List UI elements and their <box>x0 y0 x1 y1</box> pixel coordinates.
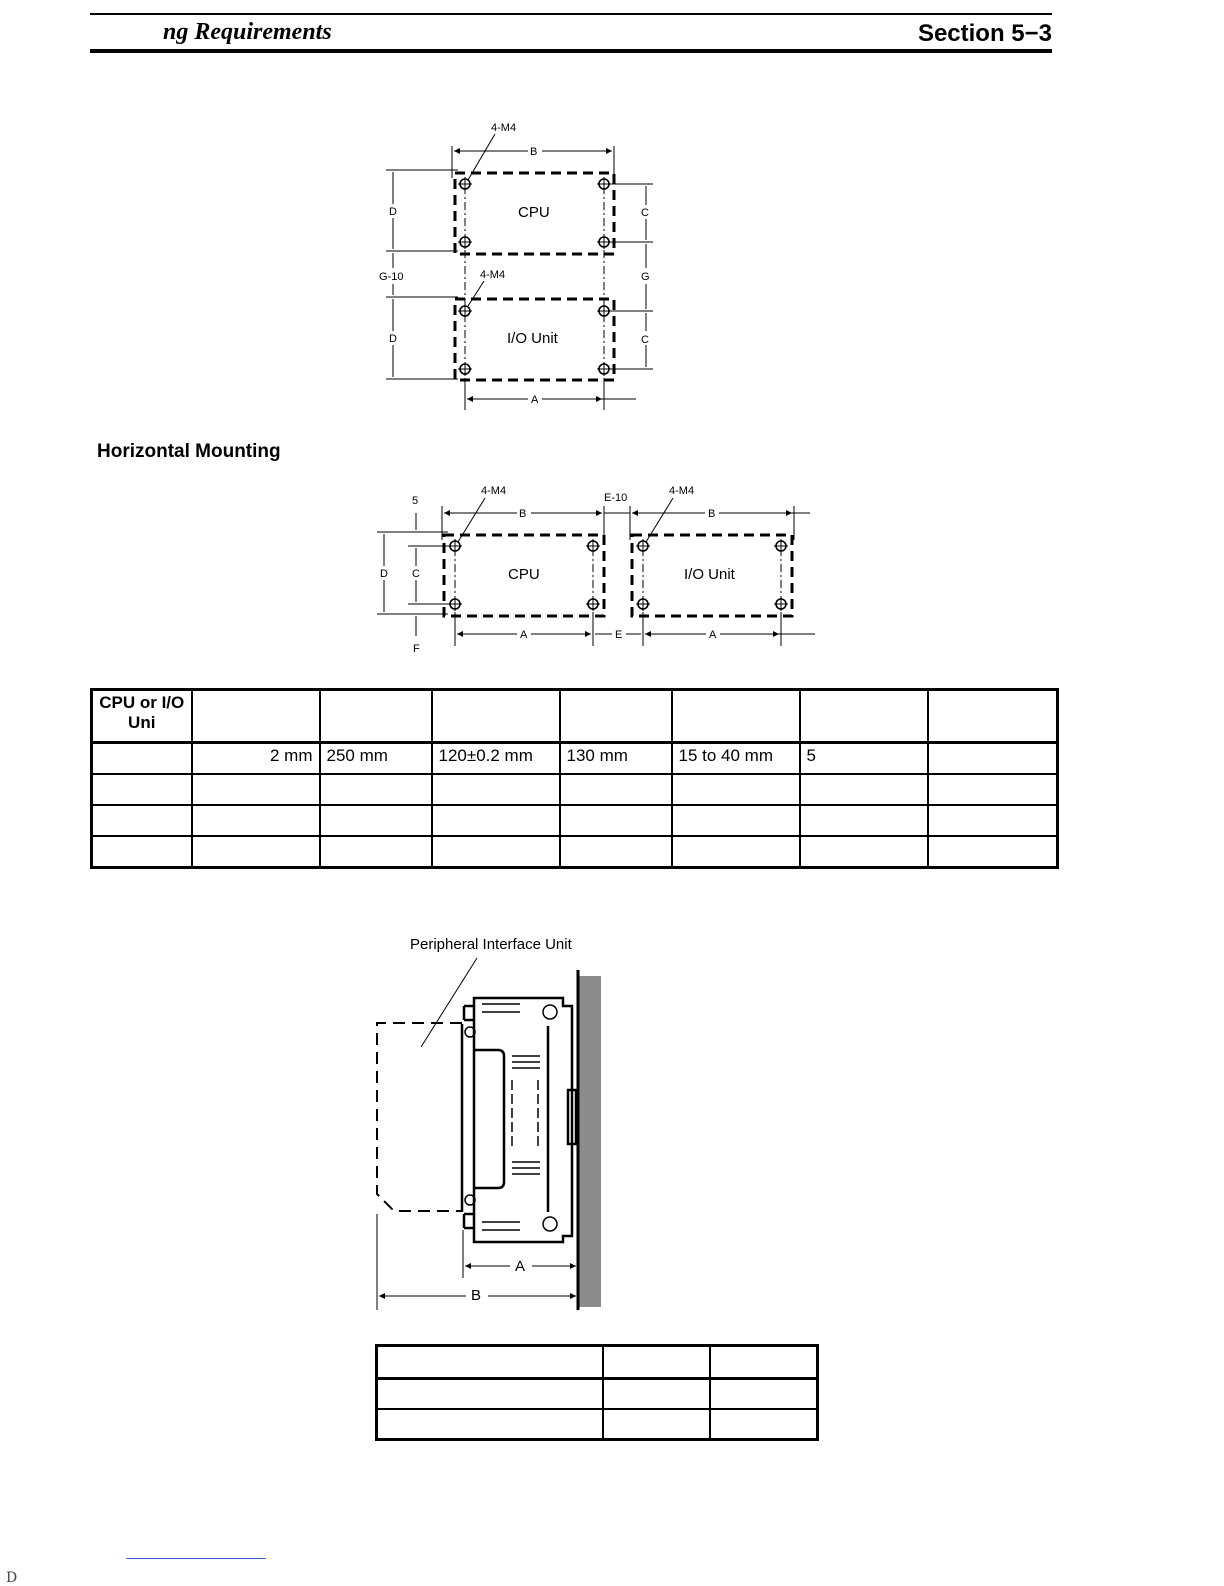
dim-a-label: A <box>520 629 528 641</box>
table-cell <box>192 836 320 868</box>
table-cell <box>560 836 672 868</box>
table-cell: 15 to 40 mm <box>672 743 800 775</box>
io-unit-label: I/O Unit <box>684 566 735 583</box>
screw-label: 4-M4 <box>481 485 507 497</box>
dim-b-label: B <box>708 508 716 520</box>
unit-body <box>474 998 572 1242</box>
table-cell <box>710 1409 818 1440</box>
side-view-diagram <box>370 930 610 1315</box>
dim-d-label: D <box>389 206 397 218</box>
screw-label: 4-M4 <box>669 485 695 497</box>
peripheral-unit-outline <box>377 1023 462 1211</box>
table-header-cell <box>603 1346 710 1379</box>
page-title: ng Requirements <box>163 19 332 45</box>
table-cell <box>92 743 192 775</box>
table-cell <box>603 1379 710 1410</box>
table-cell: 2 mm <box>192 743 320 775</box>
table-cell <box>928 805 1058 836</box>
side-dimensions-table <box>375 1344 819 1441</box>
table-cell: 5 <box>800 743 928 775</box>
table-cell <box>800 836 928 868</box>
table-cell <box>377 1409 603 1440</box>
table-cell: 250 mm <box>320 743 432 775</box>
table-header-cell: CPU or I/O Uni <box>92 690 192 743</box>
table-cell <box>560 774 672 805</box>
table-row <box>92 805 1058 836</box>
dim-e10-label: E-10 <box>604 492 628 504</box>
table-row <box>92 836 1058 868</box>
header-top-rule <box>90 13 1052 15</box>
horizontal-mounting-diagram <box>370 478 820 658</box>
table-cell <box>928 836 1058 868</box>
dim-a-label: A <box>709 629 717 641</box>
mounting-panel <box>579 976 601 1307</box>
screw-label: 4-M4 <box>480 269 506 281</box>
table-header-row <box>377 1346 818 1379</box>
section-number: Section 5−3 <box>917 20 1052 47</box>
table-cell <box>432 836 560 868</box>
table-cell <box>603 1409 710 1440</box>
table-cell <box>672 774 800 805</box>
dim-d-label: D <box>389 333 397 345</box>
table-header-cell <box>928 690 1058 743</box>
dim-b-label: B <box>471 1287 482 1304</box>
table-cell <box>800 805 928 836</box>
horizontal-mounting-heading: Horizontal Mounting <box>97 441 281 462</box>
peripheral-unit-label: Peripheral Interface Unit <box>410 936 572 953</box>
table-cell <box>432 805 560 836</box>
table-header-cell <box>432 690 560 743</box>
table-cell <box>320 774 432 805</box>
cpu-label: CPU <box>508 566 540 583</box>
table-cell <box>320 805 432 836</box>
table-cell <box>672 805 800 836</box>
dim-a-label: A <box>515 1258 526 1275</box>
table-cell <box>710 1379 818 1410</box>
table-cell <box>432 774 560 805</box>
dim-c-label: C <box>412 568 420 580</box>
table-cell <box>92 805 192 836</box>
table-header-cell <box>192 690 320 743</box>
table-header-cell <box>672 690 800 743</box>
dim-g-label: G <box>641 271 650 283</box>
table-header-cell <box>377 1346 603 1379</box>
table-cell <box>928 774 1058 805</box>
table-cell <box>560 805 672 836</box>
table-cell: 130 mm <box>560 743 672 775</box>
table-header-cell <box>710 1346 818 1379</box>
table-row <box>377 1379 818 1410</box>
table-header-cell <box>320 690 432 743</box>
table-header-cell <box>560 690 672 743</box>
table-cell: 120±0.2 mm <box>432 743 560 775</box>
header-bottom-rule <box>90 49 1052 53</box>
table-header-row <box>92 690 1058 743</box>
dim-g10-label: G-10 <box>379 271 404 283</box>
dim-e-label: E <box>615 629 623 641</box>
dim-c-label: C <box>641 207 649 219</box>
io-unit-label: I/O Unit <box>507 330 558 347</box>
table-row <box>92 743 1058 775</box>
table-cell <box>192 774 320 805</box>
dim-a-label: A <box>531 394 539 406</box>
dim-five-label: 5 <box>412 495 419 507</box>
screw-label: 4-M4 <box>491 122 517 134</box>
table-cell <box>377 1379 603 1410</box>
dim-b-label: B <box>519 508 527 520</box>
mounting-holes <box>450 541 786 609</box>
table-cell <box>800 774 928 805</box>
footer-mark: D <box>6 1570 18 1586</box>
table-cell <box>672 836 800 868</box>
table-cell <box>928 743 1058 775</box>
table-header-cell <box>800 690 928 743</box>
dim-b-label: B <box>530 146 538 158</box>
dim-c-label: C <box>641 334 649 346</box>
dim-d-label: D <box>380 568 388 580</box>
cpu-label: CPU <box>518 204 550 221</box>
mounting-dimensions-table <box>90 688 1059 869</box>
table-row <box>377 1409 818 1440</box>
table-cell <box>320 836 432 868</box>
table-cell <box>92 774 192 805</box>
dim-f-label: F <box>413 643 420 655</box>
table-cell <box>92 836 192 868</box>
footer-link-underline[interactable] <box>126 1558 266 1559</box>
table-cell <box>192 805 320 836</box>
vertical-mounting-diagram <box>370 110 670 420</box>
table-row <box>92 774 1058 805</box>
